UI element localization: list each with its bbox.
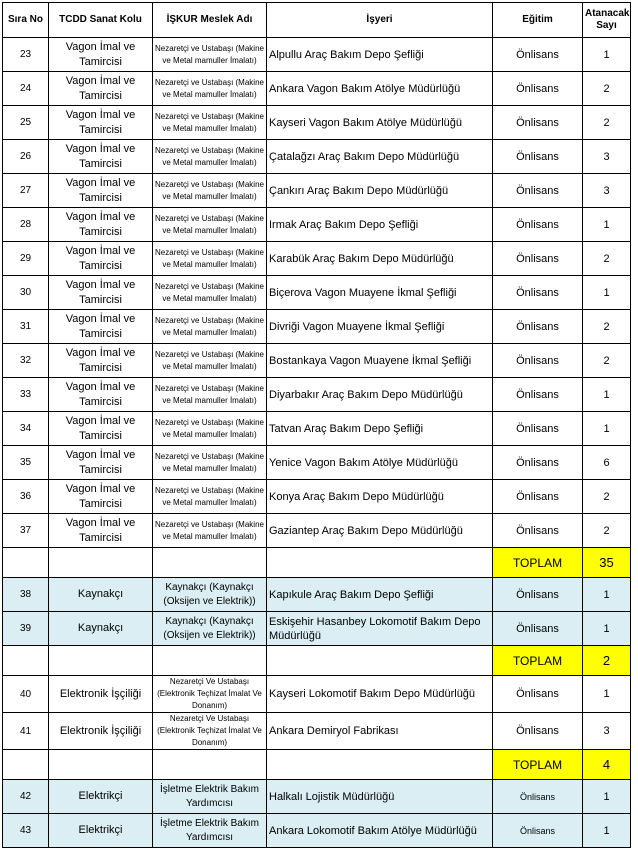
atanacak-sayi: 2 — [583, 106, 631, 140]
iskur-meslek: Nezaretçi Ve Ustabaşı (Elektronik Teçhizat İmalat Ve Donanım) — [153, 676, 267, 713]
atanacak-sayi: 2 — [583, 480, 631, 514]
egitim: Önlisans — [493, 174, 583, 208]
egitim: Önlisans — [493, 713, 583, 750]
empty-cell — [3, 646, 49, 676]
iskur-meslek: Nezaretçi ve Ustabaşı (Makine ve Metal mamuller İmalatı) — [153, 412, 267, 446]
table-row — [3, 446, 631, 480]
sanat-kolu: Vagon İmal ve Tamircisi — [49, 480, 153, 514]
egitim: Önlisans — [493, 242, 583, 276]
total-label: TOPLAM — [493, 750, 583, 780]
egitim: Önlisans — [493, 344, 583, 378]
atanacak-sayi: 1 — [583, 612, 631, 646]
table-row — [3, 480, 631, 514]
atanacak-sayi: 1 — [583, 676, 631, 713]
row-number: 37 — [3, 514, 49, 548]
table-row — [3, 106, 631, 140]
empty-cell — [267, 548, 493, 578]
empty-cell — [49, 750, 153, 780]
iskur-meslek: Nezaretçi ve Ustabaşı (Makine ve Metal mamuller İmalatı) — [153, 72, 267, 106]
atanacak-sayi: 3 — [583, 140, 631, 174]
egitim: Önlisans — [493, 578, 583, 612]
row-number: 24 — [3, 72, 49, 106]
iskur-meslek: Nezaretçi ve Ustabaşı (Makine ve Metal mamuller İmalatı) — [153, 480, 267, 514]
isyeri: Yenice Vagon Bakım Atölye Müdürlüğü — [267, 446, 493, 480]
table-row — [3, 780, 631, 814]
isyeri: Kayseri Lokomotif Bakım Depo Müdürlüğü — [267, 676, 493, 713]
sanat-kolu: Vagon İmal ve Tamircisi — [49, 140, 153, 174]
egitim: Önlisans — [493, 276, 583, 310]
isyeri: Kayseri Vagon Bakım Atölye Müdürlüğü — [267, 106, 493, 140]
isyeri: Gaziantep Araç Bakım Depo Müdürlüğü — [267, 514, 493, 548]
header-iskur: İŞKUR Meslek Adı — [153, 3, 267, 38]
atanacak-sayi: 1 — [583, 412, 631, 446]
table-row — [3, 140, 631, 174]
row-number: 23 — [3, 38, 49, 72]
table-row — [3, 612, 631, 646]
empty-cell — [267, 750, 493, 780]
empty-cell — [267, 646, 493, 676]
row-number: 30 — [3, 276, 49, 310]
atanacak-sayi: 1 — [583, 208, 631, 242]
total-value: 35 — [583, 548, 631, 578]
table-row — [3, 378, 631, 412]
total-row — [3, 548, 631, 578]
egitim: Önlisans — [493, 38, 583, 72]
egitim: Önlisans — [493, 612, 583, 646]
egitim: Önlisans — [493, 140, 583, 174]
iskur-meslek: Kaynakçı (Kaynakçı (Oksijen ve Elektrik)) — [153, 578, 267, 612]
table-row — [3, 344, 631, 378]
table-row — [3, 578, 631, 612]
table-row — [3, 713, 631, 750]
header-atanacak: Atanacak Sayı — [583, 3, 631, 38]
iskur-meslek: Nezaretçi ve Ustabaşı (Makine ve Metal mamuller İmalatı) — [153, 378, 267, 412]
total-label: TOPLAM — [493, 646, 583, 676]
egitim: Önlisans — [493, 310, 583, 344]
iskur-meslek: İşletme Elektrik Bakım Yardımcısı — [153, 814, 267, 848]
iskur-meslek: Kaynakçı (Kaynakçı (Oksijen ve Elektrik)) — [153, 612, 267, 646]
row-number: 36 — [3, 480, 49, 514]
sanat-kolu: Elektrikçi — [49, 780, 153, 814]
isyeri: Halkalı Lojistik Müdürlüğü — [267, 780, 493, 814]
table-row — [3, 38, 631, 72]
egitim: Önlisans — [493, 780, 583, 814]
sanat-kolu: Vagon İmal ve Tamircisi — [49, 514, 153, 548]
iskur-meslek: Nezaretçi ve Ustabaşı (Makine ve Metal mamuller İmalatı) — [153, 276, 267, 310]
iskur-meslek: Nezaretçi ve Ustabaşı (Makine ve Metal mamuller İmalatı) — [153, 174, 267, 208]
staffing-table — [2, 2, 631, 848]
isyeri: Divriği Vagon Muayene İkmal Şefliği — [267, 310, 493, 344]
egitim: Önlisans — [493, 446, 583, 480]
isyeri: Konya Araç Bakım Depo Müdürlüğü — [267, 480, 493, 514]
isyeri: Kapıkule Araç Bakım Depo Şefliği — [267, 578, 493, 612]
table-row — [3, 412, 631, 446]
iskur-meslek: Nezaretçi ve Ustabaşı (Makine ve Metal mamuller İmalatı) — [153, 446, 267, 480]
atanacak-sayi: 2 — [583, 344, 631, 378]
iskur-meslek: Nezaretçi Ve Ustabaşı (Elektronik Teçhizat İmalat Ve Donanım) — [153, 713, 267, 750]
isyeri: Ankara Lokomotif Bakım Atölye Müdürlüğü — [267, 814, 493, 848]
sanat-kolu: Vagon İmal ve Tamircisi — [49, 276, 153, 310]
iskur-meslek: Nezaretçi ve Ustabaşı (Makine ve Metal mamuller İmalatı) — [153, 514, 267, 548]
atanacak-sayi: 1 — [583, 276, 631, 310]
empty-cell — [153, 548, 267, 578]
egitim: Önlisans — [493, 378, 583, 412]
sanat-kolu: Vagon İmal ve Tamircisi — [49, 378, 153, 412]
row-number: 41 — [3, 713, 49, 750]
egitim: Önlisans — [493, 514, 583, 548]
sanat-kolu: Kaynakçı — [49, 612, 153, 646]
egitim: Önlisans — [493, 208, 583, 242]
row-number: 26 — [3, 140, 49, 174]
isyeri: Karabük Araç Bakım Depo Müdürlüğü — [267, 242, 493, 276]
isyeri: Irmak Araç Bakım Depo Şefliği — [267, 208, 493, 242]
row-number: 40 — [3, 676, 49, 713]
sanat-kolu: Vagon İmal ve Tamircisi — [49, 310, 153, 344]
total-label: TOPLAM — [493, 548, 583, 578]
isyeri: Biçerova Vagon Muayene İkmal Şefliği — [267, 276, 493, 310]
isyeri: Alpullu Araç Bakım Depo Şefliği — [267, 38, 493, 72]
atanacak-sayi: 1 — [583, 378, 631, 412]
sanat-kolu: Elektrikçi — [49, 814, 153, 848]
egitim: Önlisans — [493, 72, 583, 106]
row-number: 39 — [3, 612, 49, 646]
empty-cell — [153, 750, 267, 780]
row-number: 31 — [3, 310, 49, 344]
atanacak-sayi: 1 — [583, 38, 631, 72]
row-number: 32 — [3, 344, 49, 378]
table-row — [3, 276, 631, 310]
isyeri: Tatvan Araç Bakım Depo Şefliği — [267, 412, 493, 446]
table-row — [3, 174, 631, 208]
header-row — [3, 3, 631, 38]
egitim: Önlisans — [493, 106, 583, 140]
sanat-kolu: Vagon İmal ve Tamircisi — [49, 344, 153, 378]
table-row — [3, 676, 631, 713]
atanacak-sayi: 2 — [583, 242, 631, 276]
egitim: Önlisans — [493, 814, 583, 848]
sanat-kolu: Vagon İmal ve Tamircisi — [49, 446, 153, 480]
total-value: 4 — [583, 750, 631, 780]
iskur-meslek: Nezaretçi ve Ustabaşı (Makine ve Metal mamuller İmalatı) — [153, 140, 267, 174]
table-row — [3, 72, 631, 106]
row-number: 34 — [3, 412, 49, 446]
empty-cell — [49, 646, 153, 676]
sanat-kolu: Vagon İmal ve Tamircisi — [49, 106, 153, 140]
row-number: 25 — [3, 106, 49, 140]
isyeri: Eskişehir Hasanbey Lokomotif Bakım Depo Müdürlüğü — [267, 612, 493, 646]
header-kol: TCDD Sanat Kolu — [49, 3, 153, 38]
table-row — [3, 208, 631, 242]
sanat-kolu: Elektronik İşçiliği — [49, 676, 153, 713]
header-isyeri: İşyeri — [267, 3, 493, 38]
sanat-kolu: Vagon İmal ve Tamircisi — [49, 174, 153, 208]
row-number: 33 — [3, 378, 49, 412]
header-egitim: Eğitim — [493, 3, 583, 38]
row-number: 27 — [3, 174, 49, 208]
sanat-kolu: Vagon İmal ve Tamircisi — [49, 72, 153, 106]
iskur-meslek: Nezaretçi ve Ustabaşı (Makine ve Metal mamuller İmalatı) — [153, 208, 267, 242]
row-number: 42 — [3, 780, 49, 814]
sanat-kolu: Kaynakçı — [49, 578, 153, 612]
isyeri: Çankırı Araç Bakım Depo Müdürlüğü — [267, 174, 493, 208]
atanacak-sayi: 1 — [583, 578, 631, 612]
egitim: Önlisans — [493, 676, 583, 713]
table-body — [3, 38, 631, 848]
row-number: 38 — [3, 578, 49, 612]
atanacak-sayi: 3 — [583, 713, 631, 750]
iskur-meslek: Nezaretçi ve Ustabaşı (Makine ve Metal mamuller İmalatı) — [153, 106, 267, 140]
iskur-meslek: Nezaretçi ve Ustabaşı (Makine ve Metal mamuller İmalatı) — [153, 242, 267, 276]
table-row — [3, 814, 631, 848]
total-row — [3, 750, 631, 780]
row-number: 43 — [3, 814, 49, 848]
atanacak-sayi: 6 — [583, 446, 631, 480]
sanat-kolu: Vagon İmal ve Tamircisi — [49, 242, 153, 276]
isyeri: Diyarbakır Araç Bakım Depo Müdürlüğü — [267, 378, 493, 412]
atanacak-sayi: 3 — [583, 174, 631, 208]
table-row — [3, 514, 631, 548]
header-sira: Sıra No — [3, 3, 49, 38]
sanat-kolu: Elektronik İşçiliği — [49, 713, 153, 750]
empty-cell — [3, 750, 49, 780]
atanacak-sayi: 1 — [583, 780, 631, 814]
table-row — [3, 242, 631, 276]
empty-cell — [49, 548, 153, 578]
egitim: Önlisans — [493, 480, 583, 514]
isyeri: Çatalağzı Araç Bakım Depo Müdürlüğü — [267, 140, 493, 174]
isyeri: Bostankaya Vagon Muayene İkmal Şefliği — [267, 344, 493, 378]
total-row — [3, 646, 631, 676]
sanat-kolu: Vagon İmal ve Tamircisi — [49, 412, 153, 446]
row-number: 29 — [3, 242, 49, 276]
empty-cell — [153, 646, 267, 676]
atanacak-sayi: 2 — [583, 514, 631, 548]
table-row — [3, 310, 631, 344]
empty-cell — [3, 548, 49, 578]
total-value: 2 — [583, 646, 631, 676]
iskur-meslek: Nezaretçi ve Ustabaşı (Makine ve Metal mamuller İmalatı) — [153, 310, 267, 344]
iskur-meslek: Nezaretçi ve Ustabaşı (Makine ve Metal mamuller İmalatı) — [153, 38, 267, 72]
sanat-kolu: Vagon İmal ve Tamircisi — [49, 38, 153, 72]
row-number: 28 — [3, 208, 49, 242]
isyeri: Ankara Vagon Bakım Atölye Müdürlüğü — [267, 72, 493, 106]
atanacak-sayi: 1 — [583, 814, 631, 848]
egitim: Önlisans — [493, 412, 583, 446]
isyeri: Ankara Demiryol Fabrikası — [267, 713, 493, 750]
iskur-meslek: İşletme Elektrik Bakım Yardımcısı — [153, 780, 267, 814]
atanacak-sayi: 2 — [583, 310, 631, 344]
atanacak-sayi: 2 — [583, 72, 631, 106]
sanat-kolu: Vagon İmal ve Tamircisi — [49, 208, 153, 242]
row-number: 35 — [3, 446, 49, 480]
iskur-meslek: Nezaretçi ve Ustabaşı (Makine ve Metal mamuller İmalatı) — [153, 344, 267, 378]
